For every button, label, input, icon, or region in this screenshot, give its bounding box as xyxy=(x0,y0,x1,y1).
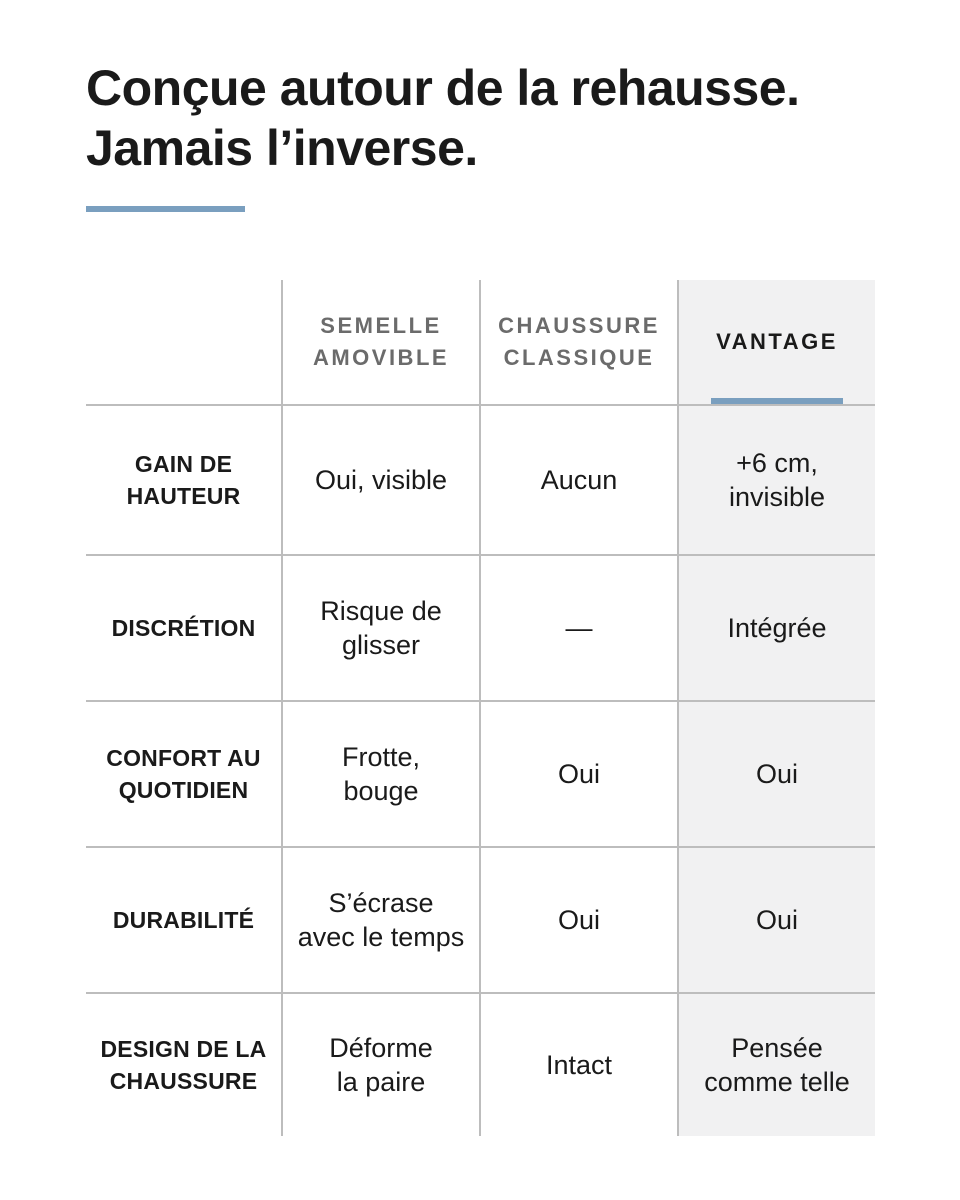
page-title-line-2: Jamais l’inverse. xyxy=(86,120,478,176)
table-row xyxy=(86,993,875,1136)
table-cell: Intact xyxy=(480,993,678,1136)
table-cell: Frotte, bouge xyxy=(282,701,480,847)
table-cell: — xyxy=(480,555,678,701)
comparison-table xyxy=(86,280,875,1136)
table-row xyxy=(86,847,875,993)
table-cell: Oui xyxy=(480,847,678,993)
vantage-accent-bar xyxy=(711,398,843,404)
row-label-confort-au-quotidien: CONFORT AU QUOTIDIEN xyxy=(86,701,282,847)
row-label-discretion: DISCRÉTION xyxy=(86,555,282,701)
table-cell-highlighted: Intégrée xyxy=(678,555,875,701)
table-cell-highlighted: Oui xyxy=(678,847,875,993)
table-cell-highlighted: Oui xyxy=(678,701,875,847)
page-title-line-1: Conçue autour de la rehausse. xyxy=(86,60,800,116)
table-cell: S’écrase avec le temps xyxy=(282,847,480,993)
row-label-durabilite: DURABILITÉ xyxy=(86,847,282,993)
column-header-vantage: VANTAGE xyxy=(678,280,875,405)
table-row xyxy=(86,555,875,701)
row-label-design-de-la-chaussure: DESIGN DE LA CHAUSSURE xyxy=(86,993,282,1136)
table-row xyxy=(86,405,875,555)
table-cell: Risque de glisser xyxy=(282,555,480,701)
table-header-row xyxy=(86,280,875,405)
table-cell-highlighted: Pensée comme telle xyxy=(678,993,875,1136)
table-corner xyxy=(86,280,282,405)
table-row xyxy=(86,701,875,847)
column-header-semelle-amovible: SEMELLE AMOVIBLE xyxy=(282,280,480,405)
column-header-chaussure-classique: CHAUSSURE CLASSIQUE xyxy=(480,280,678,405)
row-label-gain-de-hauteur: GAIN DE HAUTEUR xyxy=(86,405,282,555)
table-cell: Aucun xyxy=(480,405,678,555)
title-accent-bar xyxy=(86,206,245,212)
table-cell-highlighted: +6 cm, invisible xyxy=(678,405,875,555)
page-title xyxy=(86,58,906,178)
table-cell: Déforme la paire xyxy=(282,993,480,1136)
table-cell: Oui xyxy=(480,701,678,847)
table-cell: Oui, visible xyxy=(282,405,480,555)
